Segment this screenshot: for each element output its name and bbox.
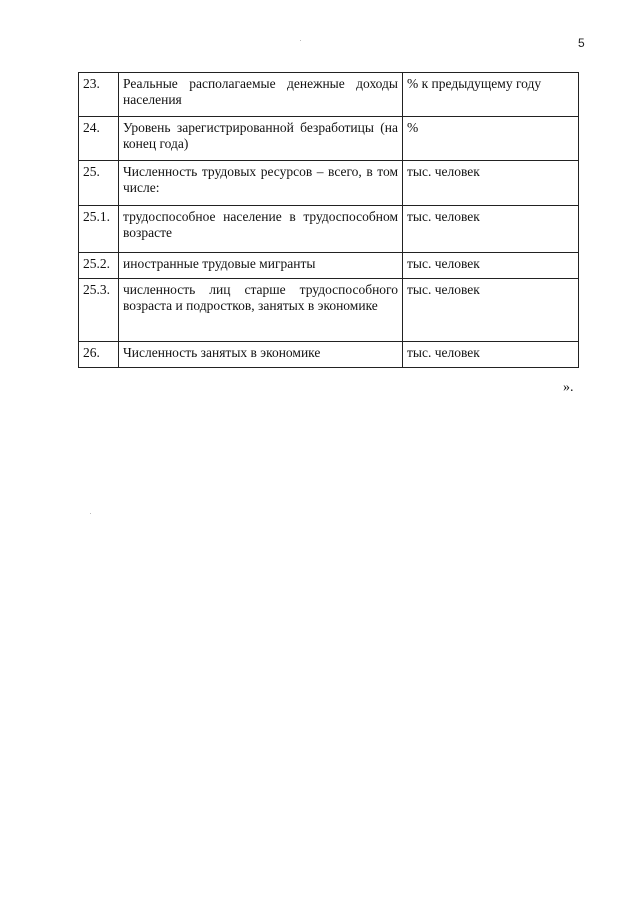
unit-cell: тыс. человек <box>403 279 579 342</box>
indicator-name: Численность занятых в экономике <box>119 342 403 368</box>
scan-speck <box>90 513 91 514</box>
row-number: 25.3. <box>79 279 119 342</box>
table-row <box>79 342 579 368</box>
row-number: 25.2. <box>79 253 119 279</box>
page-number: 5 <box>578 36 585 50</box>
row-number: 25.1. <box>79 206 119 253</box>
unit-cell: % <box>403 117 579 161</box>
unit-cell: % к предыдущему году <box>403 73 579 117</box>
table-row <box>79 253 579 279</box>
row-number: 26. <box>79 342 119 368</box>
closing-quote-mark: ». <box>563 380 574 395</box>
indicator-name: иностранные трудовые мигранты <box>119 253 403 279</box>
table-row <box>79 206 579 253</box>
table-row <box>79 279 579 342</box>
row-number: 25. <box>79 161 119 206</box>
row-number: 23. <box>79 73 119 117</box>
indicator-name: трудоспособное население в трудоспособном возрасте <box>119 206 403 253</box>
table-row <box>79 161 579 206</box>
indicators-table <box>78 72 579 368</box>
scan-speck <box>300 40 301 41</box>
indicator-name: Реальные располагаемые денежные доходы населения <box>119 73 403 117</box>
indicator-name: Численность трудовых ресурсов – всего, в том числе: <box>119 161 403 206</box>
unit-cell: тыс. человек <box>403 161 579 206</box>
unit-cell: тыс. человек <box>403 253 579 279</box>
unit-cell: тыс. человек <box>403 342 579 368</box>
unit-cell: тыс. человек <box>403 206 579 253</box>
table-row <box>79 117 579 161</box>
table-row <box>79 73 579 117</box>
row-number: 24. <box>79 117 119 161</box>
indicator-name: Уровень зарегистрированной безработицы (на конец года) <box>119 117 403 161</box>
indicator-name: численность лиц старше трудоспособного возраста и подростков, занятых в экономике <box>119 279 403 342</box>
